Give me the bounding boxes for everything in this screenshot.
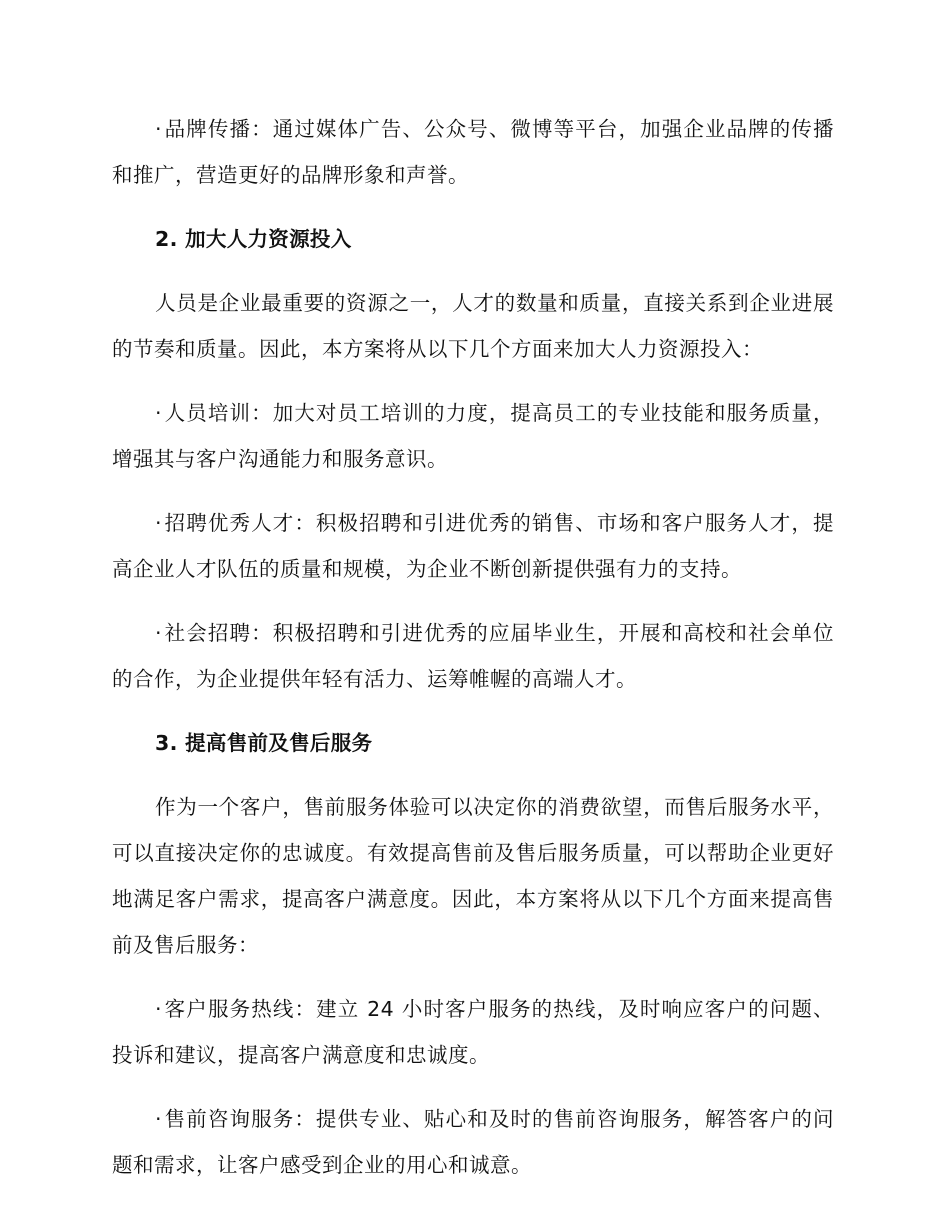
bullet-brand-promotion bbox=[112, 106, 834, 198]
bullet-text: 社会招聘：积极招聘和引进优秀的应届毕业生，开展和高校和社会单位的合作，为企业提供年轻有活力、运筹帷幄的高端人才。 bbox=[112, 621, 834, 691]
bullet-staff-training bbox=[112, 390, 834, 482]
bullet-text: 售前咨询服务：提供专业、贴心和及时的售前咨询服务，解答客户的问题和需求，让客户感受到企业的用心和诚意。 bbox=[112, 1107, 834, 1177]
bullet-text: 品牌传播：通过媒体广告、公众号、微博等平台，加强企业品牌的传播和推广，营造更好的品牌形象和声誉。 bbox=[112, 117, 834, 187]
document-body bbox=[112, 106, 834, 1206]
bullet-dot: · bbox=[155, 511, 163, 535]
bullet-text: 客户服务热线：建立 24 小时客户服务的热线，及时响应客户的问题、投诉和建议，提高客户满意度和忠诚度。 bbox=[112, 997, 834, 1067]
section-heading-hr: 2. 加大人力资源投入 bbox=[155, 227, 352, 251]
section-heading-service: 3. 提高售前及售后服务 bbox=[155, 731, 373, 755]
bullet-dot: · bbox=[155, 401, 163, 425]
bullet-service-hotline bbox=[112, 986, 834, 1078]
paragraph-service-intro: 作为一个客户，售前服务体验可以决定你的消费欲望，而售后服务水平，可以直接决定你的忠诚度。有效提高售前及售后服务质量，可以帮助企业更好地满足客户需求，提高客户满意度。因此，本方案将从以下几个方面来提高售前及售后服务： bbox=[112, 795, 834, 957]
bullet-recruit-talent bbox=[112, 500, 834, 592]
bullet-presales-consulting bbox=[112, 1096, 834, 1188]
bullet-text: 招聘优秀人才：积极招聘和引进优秀的销售、市场和客户服务人才，提高企业人才队伍的质量和规模，为企业不断创新提供强有力的支持。 bbox=[112, 511, 834, 581]
bullet-social-recruitment bbox=[112, 610, 834, 702]
bullet-dot: · bbox=[155, 117, 163, 141]
bullet-dot: · bbox=[155, 621, 163, 645]
bullet-text: 人员培训：加大对员工培训的力度，提高员工的专业技能和服务质量，增强其与客户沟通能力和服务意识。 bbox=[112, 401, 834, 471]
bullet-dot: · bbox=[155, 997, 163, 1021]
bullet-dot: · bbox=[155, 1107, 163, 1131]
paragraph-hr-intro: 人员是企业最重要的资源之一，人才的数量和质量，直接关系到企业进展的节奏和质量。因此，本方案将从以下几个方面来加大人力资源投入： bbox=[112, 291, 834, 361]
